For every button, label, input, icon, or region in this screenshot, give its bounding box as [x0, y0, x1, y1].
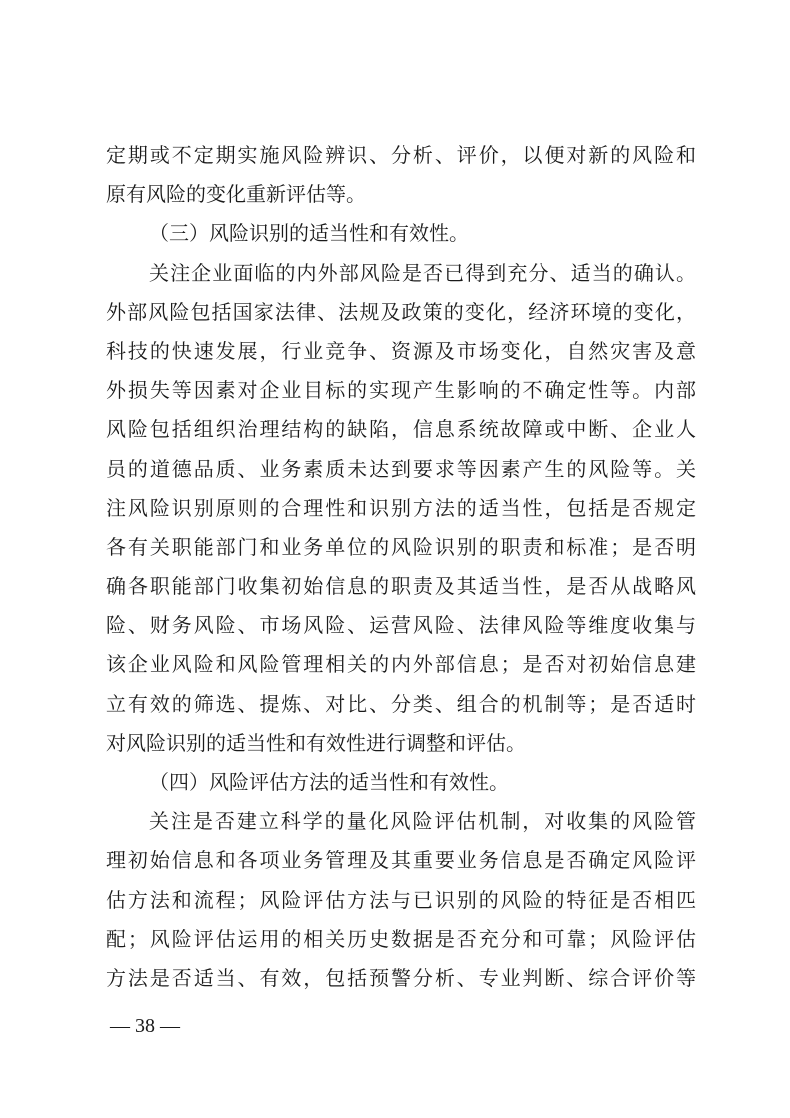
- text-line: 外损失等因素对企业目标的实现产生影响的不确定性等。内部: [106, 378, 696, 403]
- text-line: 立有效的筛选、提炼、对比、分类、组合的机制等；是否适时: [106, 691, 696, 716]
- text-line: 注风险识别原则的合理性和识别方法的适当性，包括是否规定: [106, 495, 696, 520]
- text-line: 各有关职能部门和业务单位的风险识别的职责和标准；是否明: [106, 534, 696, 559]
- text-line: 定期或不定期实施风险辨识、分析、评价，以便对新的风险和: [106, 143, 696, 167]
- text-line: 该企业风险和风险管理相关的内外部信息；是否对初始信息建: [106, 652, 696, 677]
- text-line: 科技的快速发展，行业竞争、资源及市场变化，自然灾害及意: [106, 338, 696, 363]
- section-heading: （三）风险识别的适当性和有效性。: [149, 221, 469, 246]
- body-text: [106, 136, 696, 998]
- page-number: — 38 —: [110, 1015, 180, 1037]
- text-line: 关注企业面临的内外部风险是否已得到充分、适当的确认。: [149, 260, 696, 285]
- text-line: 方法是否适当、有效，包括预警分析、专业判断、综合评价等: [106, 965, 696, 990]
- text-line: 员的道德品质、业务素质未达到要求等因素产生的风险等。关: [106, 456, 696, 481]
- text-line: 关注是否建立科学的量化风险评估机制，对收集的风险管: [149, 809, 696, 834]
- text-line: 风险包括组织治理结构的缺陷，信息系统故障或中断、企业人: [106, 417, 696, 442]
- text-line: 理初始信息和各项业务管理及其重要业务信息是否确定风险评: [106, 848, 696, 873]
- text-line: 原有风险的变化重新评估等。: [106, 182, 366, 207]
- section-heading: （四）风险评估方法的适当性和有效性。: [149, 770, 509, 794]
- text-line: 估方法和流程；风险评估方法与已识别的风险的特征是否相匹: [106, 887, 696, 912]
- text-line: 外部风险包括国家法律、法规及政策的变化，经济环境的变化，: [106, 299, 696, 324]
- text-line: 配；风险评估运用的相关历史数据是否充分和可靠；风险评估: [106, 926, 696, 951]
- text-line: 确各职能部门收集初始信息的职责及其适当性，是否从战略风: [106, 574, 696, 599]
- text-line: 险、财务风险、市场风险、运营风险、法律风险等维度收集与: [106, 613, 696, 638]
- text-line: 对风险识别的适当性和有效性进行调整和评估。: [106, 730, 526, 755]
